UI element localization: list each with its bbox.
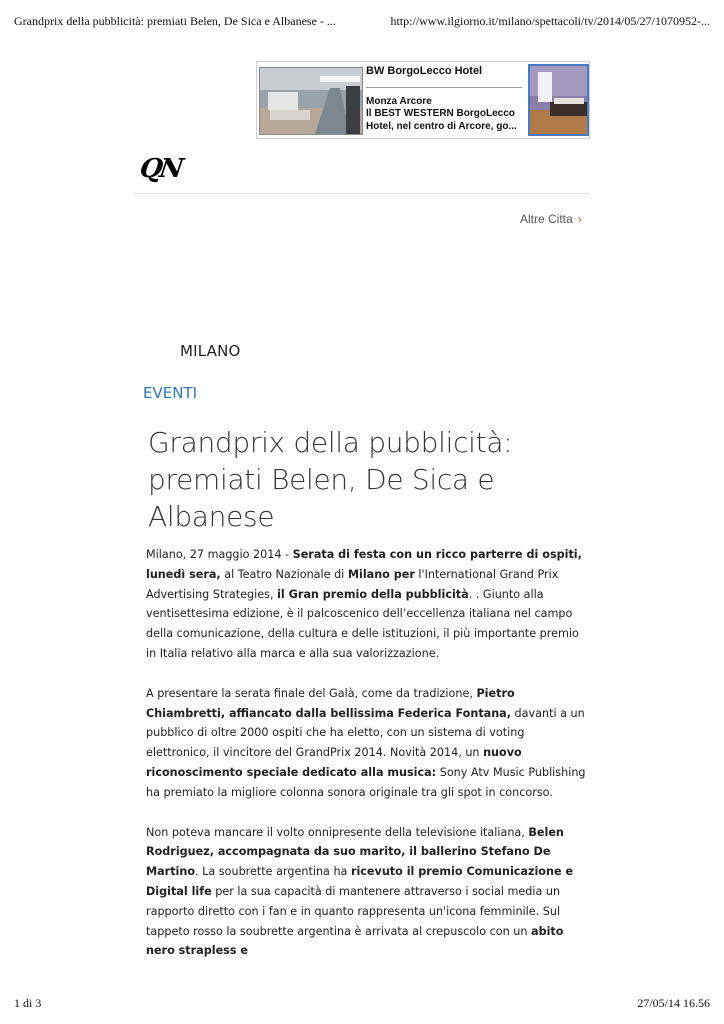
article-paragraph: Non poteva mancare il volto onnipresente della televisione italiana, Belen Rodriguez, accompagnata da suo marito, il ballerino Stefano De Martino. La soubrette argentina ha ricevuto il premio Comunicazione e Digital life per la sua capacità di mantenere attraverso i social media un rapporto diretto con i fan e in quanto rappresenta un'icona femminile. Sul tappeto rosso la soubrette argentina è arrivata al crepuscolo con un abito nero strapless e xyxy=(146,825,574,958)
hotel-ad-banner[interactable] xyxy=(256,61,590,139)
qn-logo[interactable]: QN xyxy=(137,154,183,184)
chevron-right-icon: › xyxy=(577,212,582,226)
header-divider xyxy=(134,193,590,194)
hotel-lobby-image[interactable] xyxy=(259,67,363,135)
page-number: 1 di 3 xyxy=(14,996,42,1010)
print-footer xyxy=(14,996,710,1010)
other-cities-label[interactable]: Altre Citta xyxy=(520,212,573,226)
print-page-url[interactable]: http://www.ilgiorno.it/milano/spettacoli/tv/2014/05/27/1070952-... xyxy=(390,14,710,28)
print-date: 27/05/14 16.56 xyxy=(637,996,710,1010)
hotel-name[interactable]: BW BorgoLecco Hotel xyxy=(366,65,522,88)
hotel-location: Monza Arcore xyxy=(366,96,432,107)
print-page-title: Grandprix della pubblicità: premiati Belen, De Sica e Albanese - ... xyxy=(14,14,336,28)
city-label[interactable]: MILANO xyxy=(180,342,241,360)
article-paragraph: Milano, 27 maggio 2014 - Serata di festa con un ricco parterre di ospiti, lunedì sera, al Teatro Nazionale di Milano per l'International Grand Prix Advertising Strategies, il Gran premio della pubblicità. . Giunto alla ventisettesima edizione, è il palcoscenico dell’eccellenza italiana nel campo della comunicazione, della cultura e delle istituzioni, il più importante premio in Italia relativo alla marca e alla sua valorizzazione. xyxy=(146,548,582,660)
section-label[interactable]: EVENTI xyxy=(143,384,198,402)
other-cities-link[interactable] xyxy=(520,212,582,226)
article-headline: Grandprix della pubblicità: premiati Belen, De Sica e Albanese xyxy=(148,426,513,533)
hotel-description: Il BEST WESTERN BorgoLecco Hotel, nel centro di Arcore, go... xyxy=(366,108,517,132)
hotel-room-image[interactable] xyxy=(528,64,589,136)
article-paragraph: A presentare la serata finale del Galà, come da tradizione, Pietro Chiambretti, affiancato dalla bellissima Federica Fontana, davanti a un pubblico di oltre 2000 ospiti che ha eletto, con un sistema di voting elettronico, il vincitore del GrandPrix 2014. Novità 2014, un nuovo riconoscimento speciale dedicato alla musica: Sony Atv Music Publishing ha premiato la migliore colonna sonora originale tra gli spot in concorso. xyxy=(146,686,586,799)
article-body xyxy=(146,545,591,981)
hotel-ad-text[interactable] xyxy=(366,65,522,133)
